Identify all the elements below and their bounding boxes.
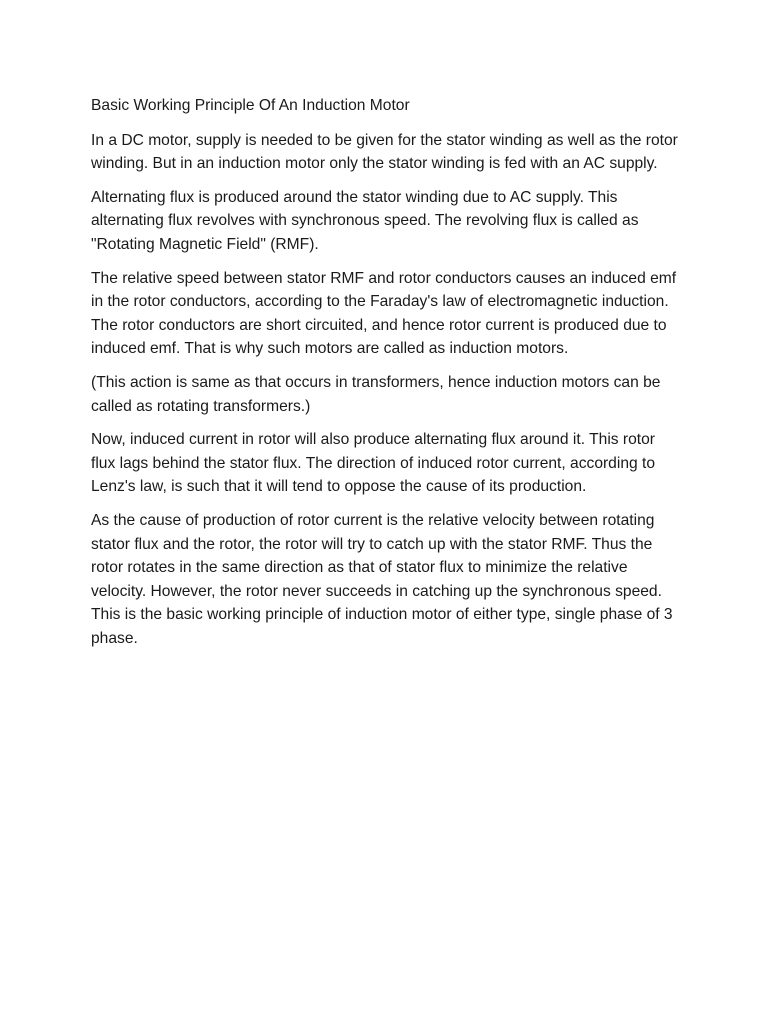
paragraph-transformer-note: (This action is same as that occurs in transformers, hence induction motors can be called as rotating transformers.) <box>91 373 661 415</box>
paragraph-relative-speed: The relative speed between stator RMF and rotor conductors causes an induced emf in the rotor conductors, according to the Faraday's law of electromagnetic induction. The rotor conductors are short circuited, and hence rotor current is produced due to induced emf. That is why such motors are called as induction motors. <box>91 269 677 358</box>
paragraph-rotor-rotation: As the cause of production of rotor current is the relative velocity between rotating stator flux and the rotor, the rotor will try to catch up with the stator RMF. Thus the rotor rotates in the same direction as that of stator flux to minimize the relative velocity. However, the rotor never succeeds in catching up the synchronous speed. This is the basic working principle of induction motor of either type, single phase of 3 phase. <box>91 511 673 647</box>
paragraph-rotor-flux: Now, induced current in rotor will also produce alternating flux around it. This rotor flux lags behind the stator flux. The direction of induced rotor current, according to Lenz's law, is such that it will tend to oppose the cause of its production. <box>91 431 656 496</box>
paragraph-alternating-flux: Alternating flux is produced around the stator winding due to AC supply. This alternating flux revolves with synchronous speed. The revolving flux is called as "Rotating Magnetic Field" (RMF). <box>91 188 639 253</box>
document-title: Basic Working Principle Of An Induction Motor <box>91 97 410 114</box>
paragraph-dc-motor-supply: In a DC motor, supply is needed to be given for the stator winding as well as the rotor winding. But in an induction motor only the stator winding is fed with an AC supply. <box>91 131 678 173</box>
